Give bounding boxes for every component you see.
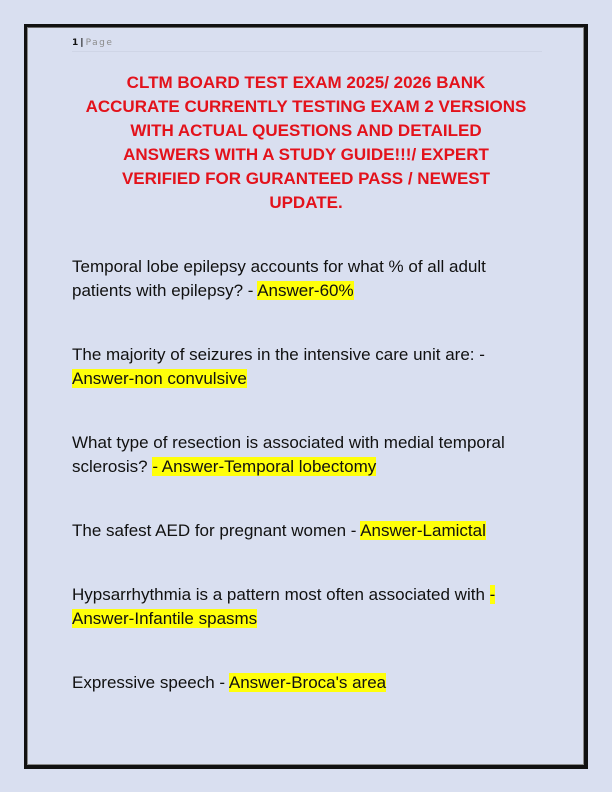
title-line: ACCURATE CURRENTLY TESTING EXAM 2 VERSIONS: [85, 97, 527, 116]
title-line: CLTM BOARD TEST EXAM 2025/ 2026 BANK: [126, 73, 486, 92]
answer-text: - Answer-Infantile spasms: [72, 585, 496, 628]
document-title: [62, 71, 550, 215]
title-line: VERIFIED FOR GURANTEED PASS / NEWEST: [121, 169, 491, 188]
question-text: What type of resection is associated with medial temporal sclerosis?: [72, 433, 505, 476]
qa-item: [72, 431, 542, 479]
answer-text: Answer-Lamictal: [360, 521, 486, 540]
page-number: 1: [72, 38, 79, 48]
qa-item: [72, 519, 542, 543]
answer-text: Answer-60%: [257, 281, 354, 300]
qa-item: [72, 255, 542, 303]
answer-text: Answer-non convulsive: [72, 369, 247, 388]
answer-text: - Answer-Temporal lobectomy: [152, 457, 377, 476]
question-text: The majority of seizures in the intensive care unit are: -: [72, 345, 485, 364]
question-text: Hypsarrhythmia is a pattern most often associated with: [72, 585, 490, 604]
qa-item: [72, 671, 542, 695]
title-line: WITH ACTUAL QUESTIONS AND DETAILED: [130, 121, 482, 140]
page-header: [72, 37, 542, 52]
qa-item: [72, 583, 542, 631]
title-line: UPDATE.: [269, 193, 343, 212]
question-text: Expressive speech -: [72, 673, 229, 692]
page-separator: |: [80, 38, 84, 48]
question-text: The safest AED for pregnant women -: [72, 521, 361, 540]
answer-text: Answer-Broca's area: [228, 673, 387, 692]
question-text: Temporal lobe epilepsy accounts for what % of all adult patients with epilepsy? -: [72, 257, 486, 300]
page-label: Page: [85, 38, 114, 48]
qa-item: [72, 343, 542, 391]
title-line: ANSWERS WITH A STUDY GUIDE!!!/ EXPERT: [123, 145, 489, 164]
